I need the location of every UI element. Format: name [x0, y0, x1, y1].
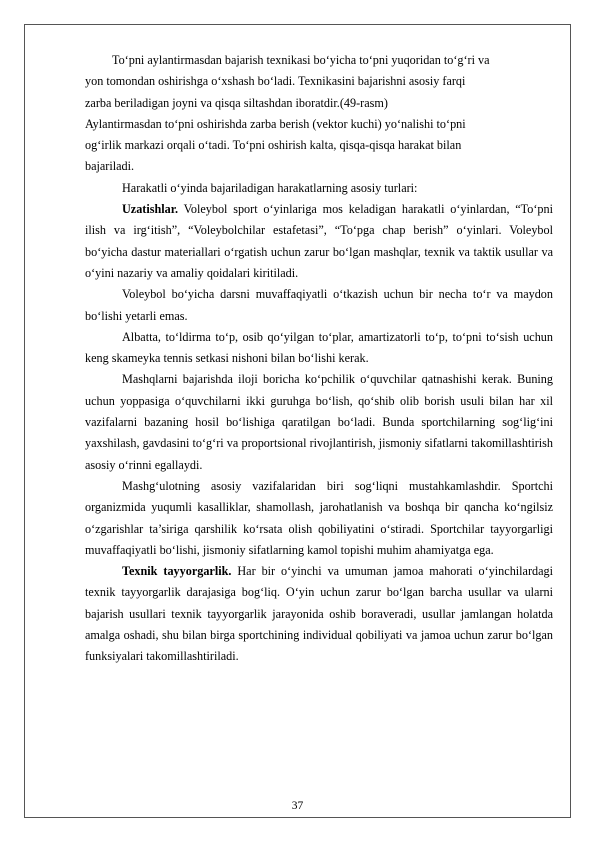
passes-text: Voleybol sport o‘yinlariga mos keladigan harakatli o‘yinlardan, “To‘pni ilish va irg‘itish”, “Voleybolchilar estafetasi”, “To‘pga chap berish” o‘yinlari. Voleybol bo‘yicha dastur materiallari o‘rgatish uchun zarur bo‘lgan mashqlar, texnik va taktik usullar va o‘yini nazariy va amaliy qoidalari kiritiladi. — [85, 202, 553, 280]
document-body — [85, 50, 553, 668]
paragraph-lesson-requirements: Voleybol bo‘yicha darsni muvaffaqiyatli o‘tkazish uchun bir necha to‘r va maydon bo‘lishi yetarli emas. — [85, 287, 553, 323]
vector-line-2: og‘irlik markazi orqali o‘tadi. To‘pni oshirish kalta, qisqa-qisqa harakat bilan — [85, 138, 462, 153]
vector-paragraph — [85, 114, 553, 178]
intro-line-3: zarba beriladigan joyni va qisqa siltashdan iboratdir.(49-rasm) — [85, 95, 388, 110]
intro-paragraph — [85, 50, 553, 114]
paragraph-movement-types: Harakatli o‘yinda bajariladigan harakatlarning asosiy turlari: — [122, 180, 418, 195]
page-number: 37 — [291, 800, 304, 812]
vector-line-3: bajariladi. — [85, 159, 135, 174]
paragraph-health: Mashg‘ulotning asosiy vazifalaridan biri sog‘liqni mustahkamlashdir. Sportchi organizmida yuqumli kasalliklar, shamollash, jarohatlanish va boshqa bir qancha ko‘ngilsiz o‘zgarishlar ta’siriga qarshilik ko‘rsata olish qobiliyatini o‘stiradi. Sportchilar tayyorgarligi muvaffaqiyatli bo‘lishi, jismoniy sifatlarning kamol topishi muhim ahamiyatga ega. — [85, 478, 553, 557]
paragraph-passes — [85, 199, 553, 284]
technical-preparation-heading: Texnik tayyorgarlik. — [122, 564, 232, 579]
intro-line-1: To‘pni aylantirmasdan bajarish texnikasi bo‘yicha to‘pni yuqoridan to‘g‘ri va — [112, 53, 490, 67]
intro-line-2: yon tomondan oshirishga o‘xshash bo‘ladi. Texnikasini bajarishni asosiy farqi — [85, 74, 466, 89]
paragraph-equipment: Albatta, to‘ldirma to‘p, osib qo‘yilgan to‘plar, amartizatorli to‘p, to‘pni to‘sish uchun keng skameyka tennis setkasi nishoni bilan bo‘lishi kerak. — [85, 329, 553, 366]
passes-heading: Uzatishlar. — [122, 202, 179, 217]
technical-preparation-text: Har bir o‘yinchi va umuman jamoa mahorati o‘yinchilardagi texnik tayyorgarlik darajasiga bog‘liq. O‘yin uchun zarur bo‘lgan barcha usullar va ularni bajarish usullari texnik tayyorgarlik jarayonida oshib boraveradi, usullar jamlangan holatda amalga oshadi, shu bilan birga sportchining individual qobiliyati va jamoa uchun zarur bo‘lgan funksiyalari takomillashtiriladi. — [85, 564, 554, 664]
paragraph-participation: Mashqlarni bajarishda iloji boricha ko‘pchilik o‘quvchilar qatnashishi kerak. Buning uchun yoppasiga o‘quvchilarni ikki guruhga bo‘lish, qo‘shib olib borish usuli bilan har xil vazifalarni bazaning hosil bo‘lishiga qaratilgan bo‘ladi. Bunda sportchilarning sog‘lig‘ini yaxshilash, gavdasini to‘g‘ri va proportsional rivojlantirish, jismoniy sifatlarni takomillashtirish asosiy o‘rinni egallaydi. — [85, 372, 553, 472]
paragraph-technical-preparation — [85, 561, 553, 667]
vector-line-1: Aylantirmasdan to‘pni oshirishda zarba berish (vektor kuchi) yo‘nalishi to‘pni — [85, 116, 466, 131]
